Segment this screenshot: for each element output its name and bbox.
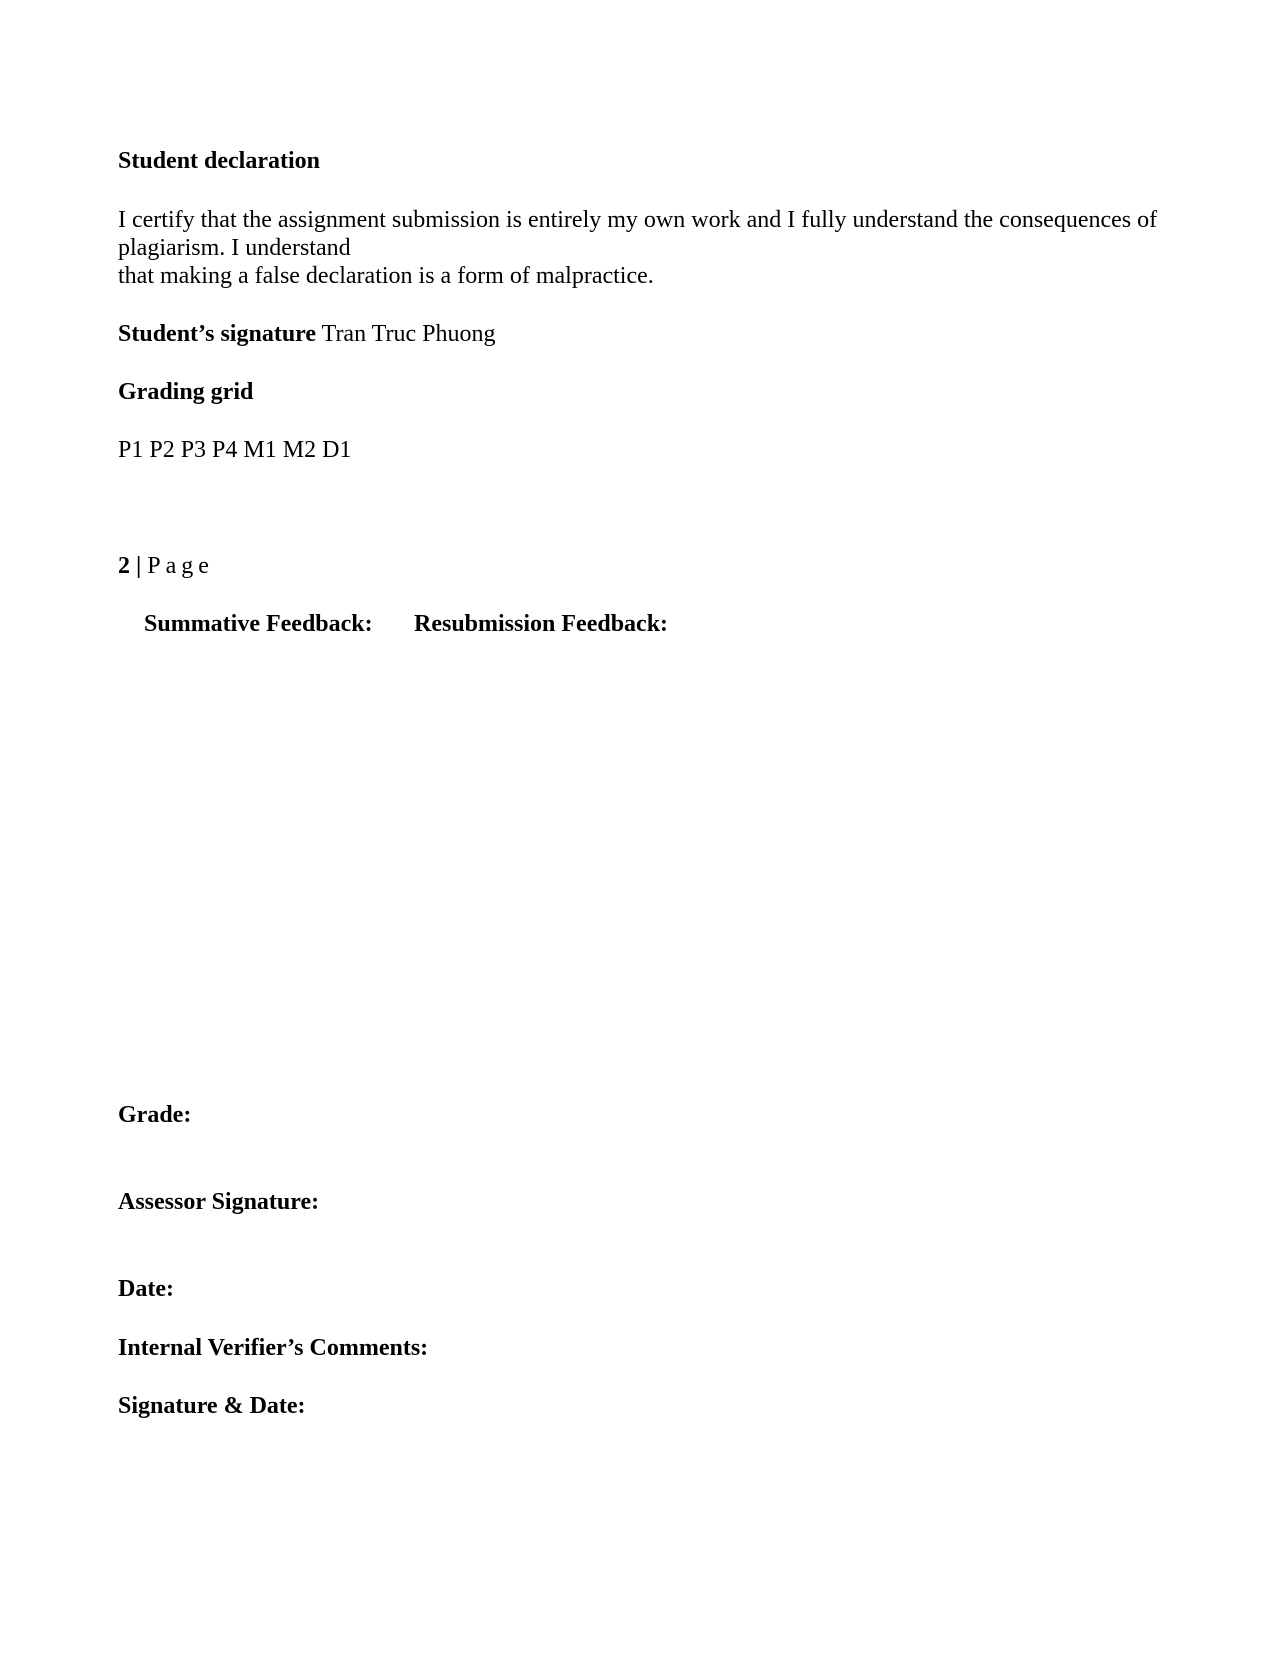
grading-criteria: P1 P2 P3 P4 M1 M2 D1 <box>118 437 352 463</box>
declaration-body-line2: that making a false declaration is a form of malpractice. <box>118 263 654 289</box>
resubmission-feedback-label: Resubmission Feedback: <box>414 611 669 637</box>
summative-feedback-label: Summative Feedback: <box>144 611 373 637</box>
page-number-marker <box>118 552 214 580</box>
internal-verifier-comments-label: Internal Verifier’s Comments: <box>118 1335 429 1361</box>
page-number: 2 <box>118 553 130 579</box>
student-signature-row <box>118 320 495 348</box>
assessor-signature-label: Assessor Signature: <box>118 1189 320 1215</box>
grade-label: Grade: <box>118 1102 192 1128</box>
student-signature-value: Tran Truc Phuong <box>321 321 496 347</box>
page-separator: | <box>136 553 142 579</box>
date-label: Date: <box>118 1276 174 1302</box>
student-signature-label: Student’s signature <box>118 321 317 347</box>
declaration-body-line1: I certify that the assignment submission is entirely my own work and I fully understand the consequences of plagiarism. I understand <box>118 207 1158 261</box>
declaration-body <box>118 206 1203 290</box>
declaration-heading: Student declaration <box>118 148 321 174</box>
page-word: Page <box>147 553 214 579</box>
signature-date-label: Signature & Date: <box>118 1393 306 1419</box>
grading-grid-heading: Grading grid <box>118 379 254 405</box>
